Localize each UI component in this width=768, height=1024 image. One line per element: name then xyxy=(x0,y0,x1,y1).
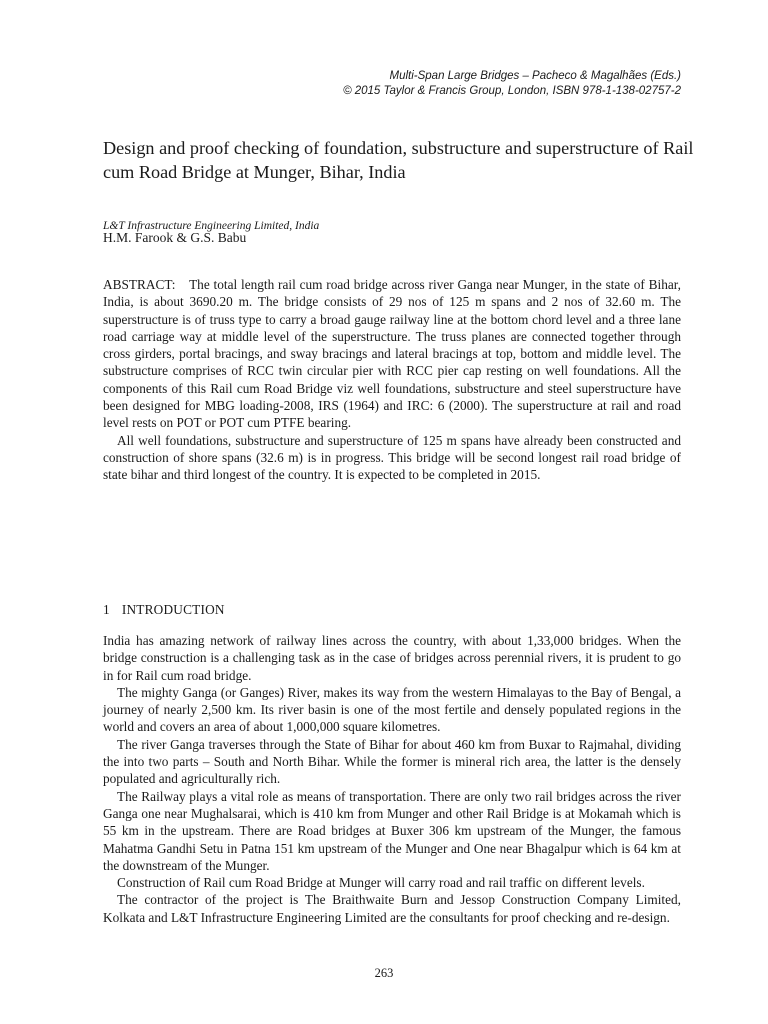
abstract-paragraph: All well foundations, substructure and superstructure of 125 m spans have already been constructed and construction of shore spans (32.6 m) is in progress. This bridge will be second longest rail road bridge of state bihar and third longest of the country. It is expected to be completed in 2015. xyxy=(103,432,681,483)
section-title: INTRODUCTION xyxy=(121,602,225,617)
abstract-label: ABSTRACT: xyxy=(103,277,176,292)
body-paragraph: India has amazing network of railway lines across the country, with about 1,33,000 bridges. When the bridge construction is a challenging task as in the case of bridges across perennial rivers, it is prudent to go in for Rail cum road bridge. xyxy=(103,633,681,683)
body-paragraph: The mighty Ganga (or Ganges) River, makes its way from the western Himalayas to the Bay of Bengal, a journey of nearly 2,500 km. Its river basin is one of the most fertile and densely populated regions in the world and covers an area of about 1,000,000 square kilometres. xyxy=(103,684,681,735)
abstract-paragraph xyxy=(103,276,681,432)
body-paragraph: The Railway plays a vital role as means of transportation. There are only two rail bridges across the river Ganga one near Mughalsarai, which is 410 km from Munger and other Rail Bridge is at Mokamah which is 55 km in the upstream. There are Road bridges at Buxer 306 km upstream of the Munger, the famous Mahatma Gandhi Setu in Patna 151 km upstream of the Munger and One near Bhagalpur which is 64 km at the downstream of the Munger. xyxy=(103,788,681,873)
abstract-text: The total length rail cum road bridge across river Ganga near Munger, in the state of Bihar, India, is about 3690.20 m. The bridge consists of 29 nos of 125 m spans and 2 nos of 32.60 m. The superstructure is of truss type to carry a broad gauge railway line at the bottom chord level and a three lane road carriage way at middle level of the superstructure. The truss planes are connected together through cross girders, portal bracings, and sway bracings and lateral bracings at top, bottom and middle level. The substructure comprises of RCC twin circular pier with RCC pier cap resting on well foundations. All the components of this Rail cum Road Bridge viz well foundations, substructure and steel superstructure have been designed for MBG loading-2008, IRS (1964) and IRC: 6 (2000). The superstructure at rail and road level rests on POT or POT cum PTFE bearing. xyxy=(103,277,681,431)
page-number: 263 xyxy=(374,966,394,980)
running-head xyxy=(81,69,681,99)
authors: H.M. Farook & G.S. Babu xyxy=(103,230,247,245)
body-paragraph: The river Ganga traverses through the State of Bihar for about 460 km from Buxar to Rajmahal, dividing the into two parts – South and North Bihar. While the former is mineral rich area, the latter is the densely populated and agriculturally rich. xyxy=(103,736,681,787)
running-head-line1: Multi-Span Large Bridges – Pacheco & Magalhães (Eds.) xyxy=(389,70,681,82)
body-paragraph: Construction of Rail cum Road Bridge at Munger will carry road and rail traffic on different levels. xyxy=(117,875,645,891)
running-head-line2: © 2015 Taylor & Francis Group, London, ISBN 978-1-138-02757-2 xyxy=(343,85,681,97)
section-heading xyxy=(103,601,225,618)
section-number: 1 xyxy=(103,602,110,617)
body-paragraph: The contractor of the project is The Braithwaite Burn and Jessop Construction Company Limited, Kolkata and L&T Infrastructure Engineering Limited are the consultants for proof checking and re-design. xyxy=(103,892,681,925)
abstract xyxy=(103,276,681,484)
affiliation-text: L&T Infrastructure Engineering Limited, India xyxy=(103,220,320,232)
paper-title: Design and proof checking of foundation, substructure and superstructure of Rail cum Road Bridge at Munger, Bihar, India xyxy=(103,138,694,182)
body-text xyxy=(103,632,681,926)
